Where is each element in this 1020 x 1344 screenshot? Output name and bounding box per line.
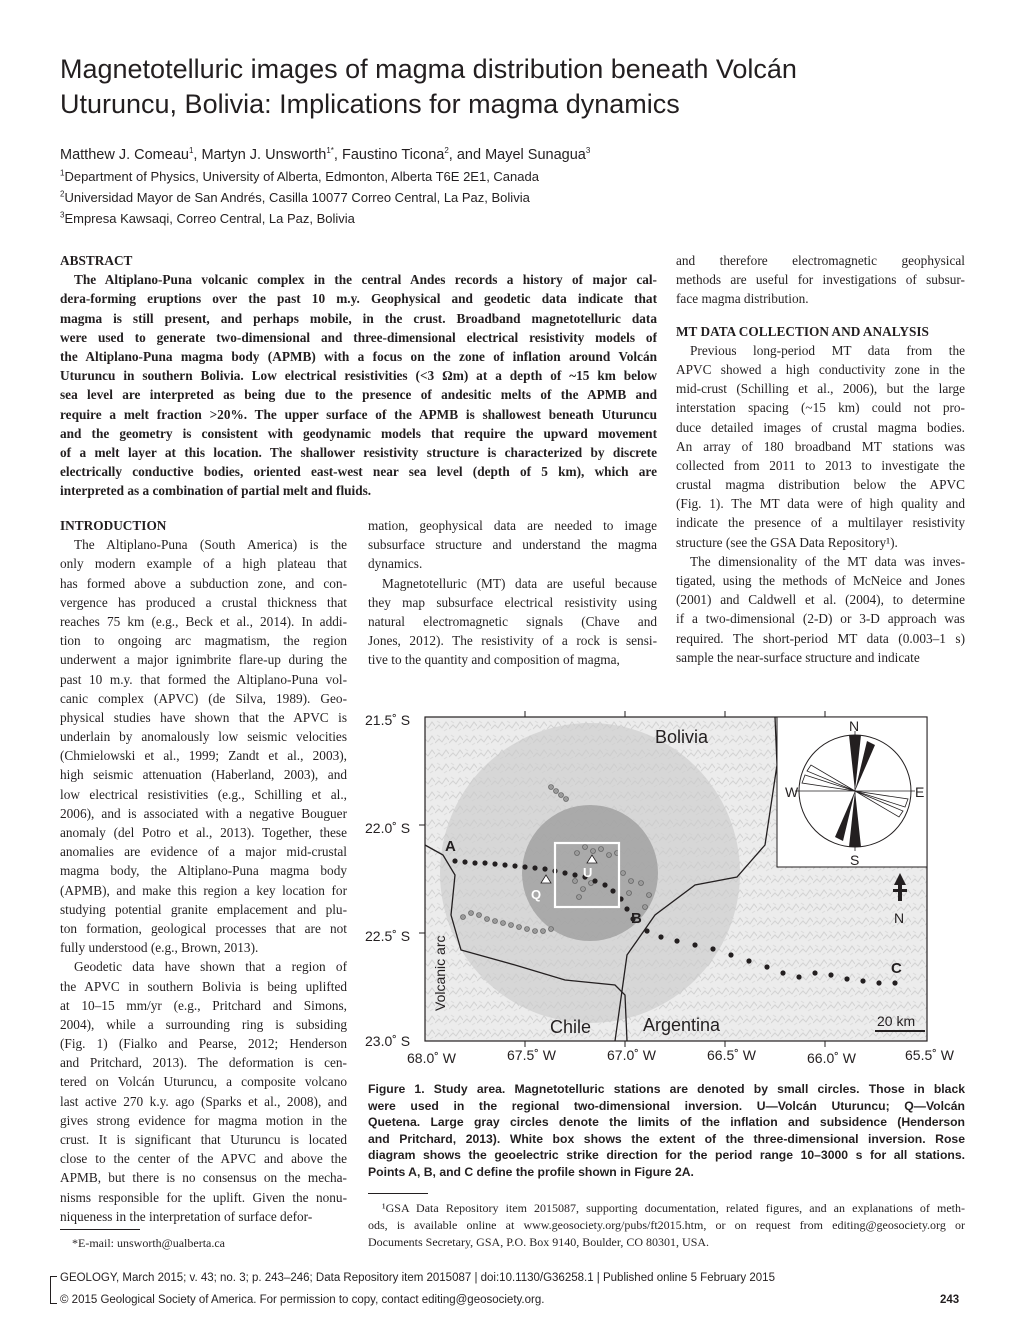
station bbox=[710, 946, 715, 951]
station bbox=[764, 964, 769, 969]
station bbox=[549, 927, 554, 932]
station bbox=[644, 928, 649, 933]
text-line: underlain by anomalously low seismic velocities bbox=[60, 729, 347, 745]
text-line: ods, is available online at www.geosociety.org/pubs/ft2015.htm, or on request from editing@geosociety.org or bbox=[368, 1218, 965, 1232]
mt-section-body bbox=[676, 341, 965, 667]
lat-label: 22.0˚ S bbox=[365, 820, 411, 836]
text-line: magma body, the Altiplano-Puna magma body bbox=[60, 863, 347, 879]
lon-label: 68.0˚ W bbox=[407, 1050, 457, 1066]
rose-label-e: E bbox=[915, 784, 925, 800]
text-line: Quetena. Large gray circles denote the limits of the inflation and subsidence (Henderson bbox=[368, 1115, 965, 1129]
text-line: subsurface structure and understand the magma bbox=[368, 537, 657, 553]
text-line: has formed above a subduction zone, and con- bbox=[60, 575, 347, 591]
station bbox=[485, 917, 490, 922]
text-line: Geodetic data have shown that a region of bbox=[74, 959, 347, 975]
station bbox=[532, 865, 537, 870]
station bbox=[812, 970, 817, 975]
station bbox=[592, 878, 597, 883]
text-line: The Altiplano-Puna (South America) is the bbox=[74, 537, 347, 553]
copyright: © 2015 Geological Society of America. For permission to copy, contact editing@geosociety.org. bbox=[60, 1294, 545, 1306]
station bbox=[572, 872, 577, 877]
text-line: of a melt layer at this location. The shallower resistivity structure is characterized by discrete bbox=[60, 444, 657, 460]
text-line: anomaly (del Potro et al., 2013). Together, these bbox=[60, 825, 347, 841]
footnote-rule bbox=[368, 1193, 428, 1194]
text-line: required. The short-period MT data (0.003–1 s) bbox=[676, 630, 965, 646]
station bbox=[549, 785, 554, 790]
middle-column bbox=[368, 516, 657, 670]
affiliation-mark: 2 bbox=[444, 146, 449, 156]
station bbox=[627, 891, 632, 896]
station bbox=[610, 888, 615, 893]
text-line: high seismic attenuation (Haberland, 2003), and bbox=[60, 767, 347, 783]
text-line: Documents Secretary, GSA, P.O. Box 9140, Boulder, CO 80301, USA. bbox=[368, 1235, 710, 1249]
country-bolivia: Bolivia bbox=[655, 727, 709, 747]
text-line: (Chmielowski et al., 1999; Zandt et al., 2003), bbox=[60, 748, 347, 764]
affiliation-mark: 1* bbox=[326, 146, 334, 156]
text-line: Jones, 2012). The resistivity of a rock is sensi- bbox=[368, 633, 657, 649]
lon-label: 67.5˚ W bbox=[507, 1047, 557, 1063]
text-line: past 10 m.y. that formed the Altiplano-Puna vol- bbox=[60, 671, 347, 687]
text-line: Previous long-period MT data from the bbox=[690, 342, 965, 358]
station bbox=[502, 862, 507, 867]
text-line: physical studies have shown that the APVC is bbox=[60, 709, 347, 725]
station bbox=[512, 863, 517, 868]
rose-label-n: N bbox=[849, 718, 860, 734]
station bbox=[643, 905, 648, 910]
text-line: APVC showed a high conductivity zone in the bbox=[676, 361, 965, 377]
lon-label: 66.0˚ W bbox=[807, 1050, 857, 1066]
station bbox=[522, 864, 527, 869]
text-line: natural electromagnetic signals (Chave and bbox=[368, 613, 657, 629]
text-line: mation, geophysical data are needed to image bbox=[368, 518, 657, 533]
station bbox=[624, 906, 629, 911]
station bbox=[692, 942, 697, 947]
text-line: electrically conductive bodies, oriented east-west near sea level (depth of 5 km), which are bbox=[60, 464, 657, 480]
station bbox=[658, 934, 663, 939]
station bbox=[564, 797, 569, 802]
introduction bbox=[60, 516, 347, 1226]
title-line: Magnetotelluric images of magma distribution beneath Volcán bbox=[60, 54, 797, 84]
text-line: only modern example of a high plateau that bbox=[60, 556, 347, 572]
text-line: diagram shows the geoelectric strike direction for the period range 10–3000 s for all stations. bbox=[368, 1148, 965, 1162]
station bbox=[469, 911, 474, 916]
rose-label-s: S bbox=[850, 852, 860, 868]
text-line: last active 270 k.y. ago (Sparks et al., 2008), and bbox=[60, 1093, 347, 1109]
station bbox=[647, 893, 652, 898]
station bbox=[860, 978, 865, 983]
figure-1-map bbox=[365, 705, 965, 1075]
lat-label: 22.5˚ S bbox=[365, 928, 411, 944]
lon-label: 67.0˚ W bbox=[607, 1047, 657, 1063]
text-line: duce detailed images of crustal magma bodies. bbox=[676, 419, 965, 435]
rose-diagram bbox=[777, 717, 927, 868]
abstract-heading: ABSTRACT bbox=[60, 253, 133, 268]
text-line: underwent a major ignimbrite flare-up during the bbox=[60, 652, 347, 668]
station bbox=[892, 980, 897, 985]
affiliation: $^1$Department of Physics, University of Alberta, Edmonton, Alberta T6E 2E1, Canada bbox=[60, 168, 539, 184]
text-line: interpreted as a combination of partial melt and fluids. bbox=[60, 483, 372, 499]
point-a-label: A bbox=[445, 838, 456, 855]
station bbox=[452, 858, 457, 863]
text-line: structure (see the GSA Data Repository¹). bbox=[676, 534, 898, 550]
label-q: Q bbox=[531, 887, 542, 902]
station bbox=[639, 881, 644, 886]
text-line: and the geometry is consistent with geodynamic models that require the upward movement bbox=[60, 425, 657, 441]
station bbox=[461, 915, 466, 920]
text-line: ton formation, geological processes that are not bbox=[60, 920, 347, 936]
text-line: (Fig. 1) (Fialko and Pearse, 2012; Henderson bbox=[60, 1036, 347, 1052]
text-line: gives strong evidence for magma motion in the bbox=[60, 1112, 347, 1128]
text-line: sea level are interpreted as being due to the presence of andesitic melts of the APMB and bbox=[60, 387, 657, 403]
text-line: methods are useful for investigations of subsur- bbox=[676, 272, 965, 288]
author-name: , Faustino Ticona bbox=[333, 147, 445, 163]
text-line: Uturuncu in southern Bolivia. Low electrical resistivities (<3 Ωm) at a depth of ~15 km below bbox=[60, 368, 657, 384]
text-line: 2006), and is associated with a negative Bouguer bbox=[60, 805, 347, 821]
text-line: vergence has produced a crustal thickness that bbox=[60, 594, 347, 610]
affiliation: $^3$Empresa Kawsaqi, Correo Central, La Paz, Bolivia bbox=[60, 210, 355, 226]
text-line: fully understood (e.g., Brown, 2013). bbox=[60, 940, 259, 956]
page-number: 243 bbox=[940, 1294, 960, 1306]
text-line: crust. It is significant that Uturuncu is located bbox=[60, 1132, 347, 1148]
text-line: interstation spacing (~15 km) could not pro- bbox=[676, 400, 965, 416]
station bbox=[844, 976, 849, 981]
text-line: if a two-dimensional (2-D) or 3-D approach was bbox=[676, 611, 965, 627]
text-line: tigated, using the methods of McNeice and Jones bbox=[676, 573, 965, 589]
station bbox=[482, 860, 487, 865]
journal-citation: GEOLOGY, March 2015; v. 43; no. 3; p. 243–246; Data Repository item 2015087 | doi:10.1130/G36258.1 | Published online 5 February 2015 bbox=[60, 1272, 775, 1284]
station bbox=[780, 970, 785, 975]
text-line: the Altiplano-Puna magma body (APMB) with a focus on the zone of inflation around Volcán bbox=[60, 348, 657, 364]
label-u: U bbox=[583, 865, 593, 880]
volcanic-arc-label: Volcanic arc bbox=[432, 935, 448, 1011]
text-line: niqueness in the interpretation of surface defor- bbox=[60, 1208, 313, 1224]
footer-bracket bbox=[50, 1276, 57, 1304]
mt-section-heading: MT DATA COLLECTION AND ANALYSIS bbox=[676, 323, 929, 339]
text-line: dera-forming eruptions over the past 10 m.y. Geophysical and geodetic data indicate that bbox=[60, 291, 657, 307]
text-line: and Pritchard, 2013). The deformation is cen- bbox=[60, 1055, 347, 1071]
north-label: N bbox=[894, 910, 905, 926]
title-line: Uturuncu, Bolivia: Implications for magma dynamics bbox=[60, 89, 680, 119]
text-line: at 10–15 mm/yr (e.g., Pritchard and Simons, bbox=[60, 997, 347, 1013]
figure-caption bbox=[368, 1081, 965, 1180]
email-rule bbox=[60, 1229, 140, 1230]
station bbox=[577, 895, 582, 900]
text-line: An array of 180 broadband MT stations was bbox=[676, 438, 965, 454]
station bbox=[462, 859, 467, 864]
corresponding-email: *E-mail: unsworth@ualberta.ca bbox=[72, 1236, 225, 1250]
station bbox=[591, 849, 596, 854]
text-line: canic complex (APVC) (de Silva, 1989). Geo- bbox=[60, 690, 347, 706]
station bbox=[517, 925, 522, 930]
point-c-label: C bbox=[891, 960, 902, 977]
text-line: (2001) and Caldwell et al. (2004), to determine bbox=[676, 592, 965, 608]
text-line: sample the near-surface structure and indicate bbox=[676, 649, 920, 665]
text-line: the APVC in southern Bolivia is being uplifted bbox=[60, 978, 347, 994]
text-line: (APMB), and make this region a key location for bbox=[60, 882, 347, 898]
text-line: magma is still present, and perhaps mobile, in the crust. Broadband magnetotelluric data bbox=[60, 310, 657, 326]
point-b-label: B bbox=[631, 910, 642, 927]
lon-label: 66.5˚ W bbox=[707, 1047, 757, 1063]
text-line: face magma distribution. bbox=[676, 291, 809, 307]
station bbox=[621, 871, 626, 876]
scale-label: 20 km bbox=[877, 1013, 916, 1029]
text-line: indicate the presence of a multilayer resistivity bbox=[676, 515, 965, 531]
station bbox=[599, 847, 604, 852]
right-column-top bbox=[676, 251, 965, 667]
station bbox=[674, 938, 679, 943]
text-line: The Altiplano-Puna volcanic complex in the central Andes records a history of major cal- bbox=[74, 272, 657, 288]
station bbox=[607, 853, 612, 858]
text-line: collected from 2011 to 2013 to investigate the bbox=[676, 457, 965, 473]
country-chile: Chile bbox=[550, 1017, 592, 1037]
station bbox=[796, 974, 801, 979]
text-line: tive to the quantity and composition of magma, bbox=[368, 652, 620, 668]
text-line: Figure 1. Study area. Magnetotelluric stations are denoted by small circles. Those in black bbox=[368, 1082, 965, 1096]
lat-label: 23.0˚ S bbox=[365, 1033, 411, 1049]
text-line: studying potential granite emplacement and plu- bbox=[60, 901, 347, 917]
author-name: , and Mayel Sunagua bbox=[448, 147, 586, 163]
affiliation: $^2$Universidad Mayor de San Andrés, Casilla 10077 Correo Central, La Paz, Bolivia bbox=[60, 189, 530, 205]
text-line: Magnetotelluric (MT) data are useful because bbox=[382, 575, 657, 591]
introduction-heading: INTRODUCTION bbox=[60, 518, 167, 533]
text-line: 2004), while a surrounding ring is subsiding bbox=[60, 1016, 347, 1032]
text-line: tion to ongoing arc magmatism, the region bbox=[60, 633, 347, 649]
text-line: Points A, B, and C define the profile shown in Figure 2A. bbox=[368, 1164, 694, 1179]
affiliation-mark: 3 bbox=[585, 146, 591, 156]
author-name: Matthew J. Comeau bbox=[60, 147, 189, 163]
text-line: they map subsurface electrical resistivity using bbox=[368, 594, 657, 610]
rose-label-w: W bbox=[785, 784, 799, 800]
station bbox=[554, 789, 559, 794]
paragraph bbox=[368, 516, 657, 670]
lon-label: 65.5˚ W bbox=[905, 1047, 955, 1063]
station bbox=[629, 879, 634, 884]
text-line: APMB, but there is no consensus on the mecha- bbox=[60, 1170, 347, 1186]
author-list bbox=[60, 147, 590, 163]
station bbox=[876, 980, 881, 985]
abstract bbox=[60, 251, 657, 500]
abstract-body bbox=[60, 270, 657, 500]
text-line: nisms responsible for the uplift. Given the nonu- bbox=[60, 1189, 347, 1205]
text-line: reaches 75 km (e.g., Beck et al., 2014). In addi- bbox=[60, 613, 347, 629]
text-line: tered on Volcán Uturuncu, a composite volcano bbox=[60, 1074, 347, 1090]
station bbox=[472, 860, 477, 865]
station bbox=[542, 866, 547, 871]
country-argentina: Argentina bbox=[643, 1015, 721, 1035]
station bbox=[573, 879, 578, 884]
text-line: anomalies are evidence of a major mid-crustal bbox=[60, 844, 347, 860]
text-line: were used to generate two-dimensional and three-dimensional electrical resistivity models of bbox=[60, 329, 657, 345]
text-line: close to the center of the APVC and above the bbox=[60, 1151, 347, 1167]
author-name: , Martyn J. Unsworth bbox=[193, 147, 327, 163]
text-line: dynamics. bbox=[368, 556, 423, 572]
station bbox=[583, 845, 588, 850]
station bbox=[525, 927, 530, 932]
text-line: were used in the regional two-dimensional inversion. U—Volcán Uturuncu; Q—Volcán bbox=[368, 1098, 965, 1113]
station bbox=[493, 919, 498, 924]
station bbox=[746, 958, 751, 963]
station bbox=[533, 929, 538, 934]
text-line: mid-crust (Schilling et al., 2006), but the large bbox=[676, 381, 965, 397]
text-line: and therefore electromagnetic geophysical bbox=[676, 253, 965, 268]
text-line: crustal magma distribution below the APVC bbox=[676, 477, 965, 493]
affiliation-mark: 1 bbox=[188, 146, 194, 156]
text-line: low electrical resistivities (e.g., Schilling et al., bbox=[60, 786, 347, 802]
station bbox=[602, 882, 607, 887]
station bbox=[501, 921, 506, 926]
lat-label: 21.5˚ S bbox=[365, 712, 411, 728]
article-title bbox=[60, 52, 960, 122]
station bbox=[477, 913, 482, 918]
text-line: require a melt fraction >20%. The upper surface of the APMB is shallowest beneath Uturuncu bbox=[60, 406, 657, 422]
text-line: ¹GSA Data Repository item 2015087, supporting documentation, related figures, and an explanations of meth- bbox=[382, 1201, 965, 1215]
introduction-body bbox=[60, 535, 347, 1226]
station bbox=[575, 851, 580, 856]
station bbox=[509, 923, 514, 928]
text-line: The dimensionality of the MT data was inves- bbox=[690, 553, 965, 569]
text-line: and Pritchard, 2013). White box shows the extent of the three-dimensional inversion. Rose bbox=[368, 1131, 965, 1146]
station bbox=[728, 952, 733, 957]
station bbox=[828, 972, 833, 977]
paragraph bbox=[676, 251, 965, 309]
station bbox=[562, 870, 567, 875]
station bbox=[559, 793, 564, 798]
footnote bbox=[368, 1200, 965, 1251]
station bbox=[492, 861, 497, 866]
station bbox=[541, 929, 546, 934]
text-line: (Fig. 1). The MT data were of high quality and bbox=[676, 496, 965, 512]
station bbox=[581, 887, 586, 892]
